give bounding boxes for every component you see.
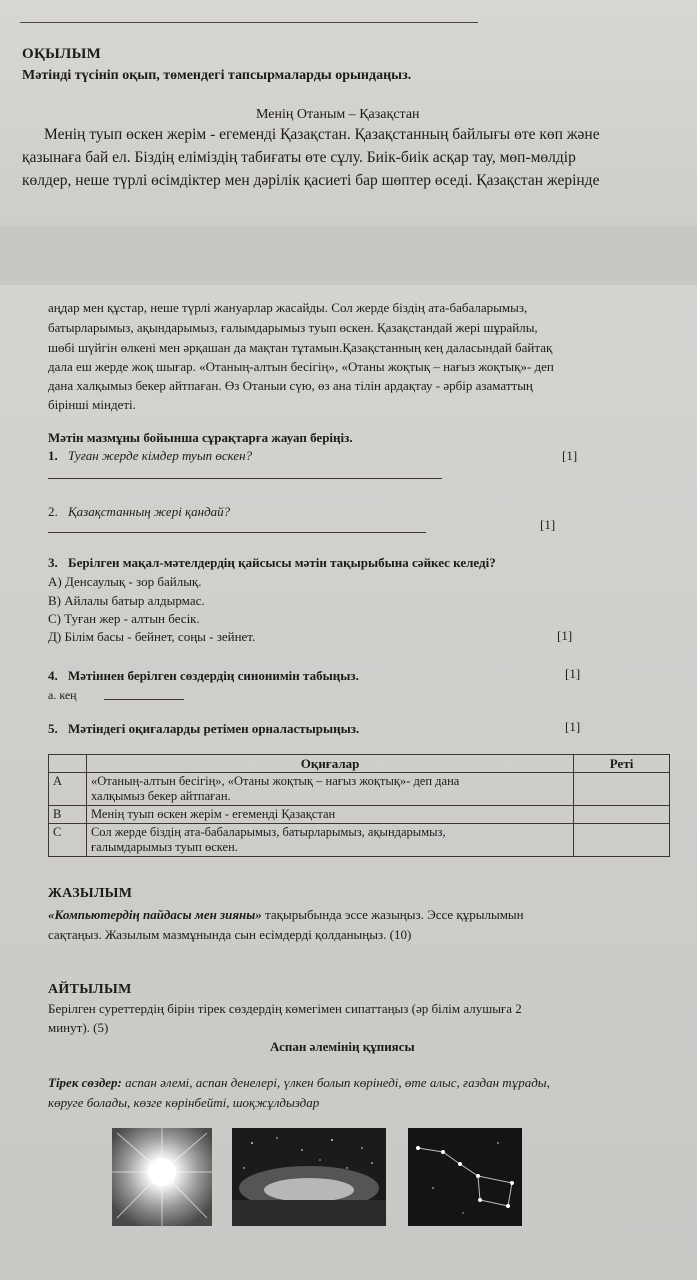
row-letter: A — [49, 773, 87, 806]
speaking-task-line-2: минут). (5) — [48, 1020, 109, 1035]
text-line-5: батырларымыз, ақындарымыз, ғалымдарымыз туып өскен. Қазақстандай жері шұрайлы, — [48, 320, 538, 335]
row-event-line: халқымыз бекер айтпаған. — [90, 789, 231, 803]
q2-score: [1] — [540, 517, 556, 532]
support-words-text: аспан әлемі, аспан денелері, үлкен болып көрінеді, өте алыс, ғаздан тұрады, — [121, 1075, 550, 1090]
text-title: Менің Отаным – Қазақстан — [256, 107, 420, 122]
text-line-1: Менің туып өскен жерім - егеменді Қазақстан. Қазақстанның байлығы өте көп және — [44, 126, 600, 143]
text-line-9: бірінші міндеті. — [48, 397, 136, 412]
support-words-line-1 — [48, 1073, 550, 1092]
row-order-cell[interactable] — [574, 824, 670, 857]
q5-score: [1] — [565, 719, 581, 734]
constellation-image — [408, 1128, 522, 1226]
speaking-subtitle: Аспан әлемінің құпиясы — [270, 1039, 415, 1054]
top-divider — [20, 22, 478, 23]
q1-score: [1] — [562, 448, 578, 463]
row-event — [86, 824, 573, 857]
text-line-3: көлдер, неше түрлі өсімдіктер мен дәрілік қасиеті бар шөптер өседі. Қазақстан жерінде — [22, 172, 600, 189]
support-words-line-2: көруге болады, көзге көрінбейті, шоқжұлдыздар — [48, 1095, 320, 1110]
text-line-2: қазынаға бай ел. Біздің еліміздің табиғаты өте сұлу. Биік-биік асқар тау, мөп-мөлдір — [22, 149, 576, 166]
support-words-label: Тірек сөздер: — [48, 1075, 122, 1090]
reading-instruction: Мәтінді түсініп оқып, төмендегі тапсырмаларды орындаңыз. — [22, 68, 412, 83]
text-line-7: дала еш жерде жоқ шығар. «Отаның-алтын бесігің», «Отаны жоқтық – нағыз жоқтық»- деп — [48, 359, 554, 374]
q2-answer-line[interactable] — [48, 532, 426, 533]
row-event-line: Менің туып өскен жерім - егеменді Қазақстан — [90, 807, 336, 821]
speaking-task-line-1: Берілген суреттердің бірін тірек сөздердің көмегімен сипаттаңыз (әр білім алушыға 2 — [48, 1001, 522, 1016]
text-line-4: аңдар мен құстар, неше түрлі жануарлар жасайды. Сол жерде біздің ата-бабаларымыз, — [48, 300, 528, 315]
text-line-6: шөбі шүйгін өлкені мен әрқашан да мақтан тұтамын.Қазақстанның кең даласындай байтақ — [48, 340, 553, 355]
q3-option-c[interactable]: С) Туған жер - алтын бесік. — [48, 611, 200, 626]
q4-answer-line[interactable] — [104, 699, 184, 700]
sun-image — [112, 1128, 212, 1226]
q1-text: Туған жерде кімдер туып өскен? — [68, 448, 253, 463]
q4-text: Мәтіннен берілген сөздердің синонимін табыңыз. — [68, 668, 359, 683]
text-line-8: дана халқымыз бекер айтпаған. Өз Отаныи сүю, өз ана тілін ардақтау - әрбір азаматтың — [48, 378, 533, 393]
q5-number: 5. — [48, 721, 58, 736]
writing-task-line-1 — [48, 905, 524, 924]
q1-number: 1. — [48, 448, 58, 463]
night-sky-image — [232, 1128, 386, 1226]
table-row — [49, 824, 670, 857]
page-fold-gap — [0, 225, 697, 285]
q4-item: а. кең — [48, 688, 77, 702]
writing-section-title: ЖАЗЫЛЫМ — [48, 886, 133, 901]
row-event — [86, 806, 573, 824]
table-row — [49, 806, 670, 824]
q4-number: 4. — [48, 668, 58, 683]
q3-option-d[interactable]: Д) Білім басы - бейнет, соңы - зейнет. — [48, 629, 256, 644]
header-order: Реті — [574, 755, 670, 773]
row-event-line: «Отаның-алтын бесігің», «Отаны жоқтық – нағыз жоқтық»- деп дана — [90, 774, 460, 788]
writing-task-rest: тақырыбында эссе жазыңыз. Эссе құрылымын — [261, 907, 524, 922]
row-letter: C — [49, 824, 87, 857]
row-letter: B — [49, 806, 87, 824]
q3-number: 3. — [48, 555, 58, 570]
header-events: Оқиғалар — [86, 755, 573, 773]
header-letter-cell — [49, 755, 87, 773]
constellation-photo — [408, 1128, 522, 1226]
row-event-line: ғалымдарымыз туып өскен. — [90, 840, 238, 854]
q3-text: Берілген мақал-мәтелдердің қайсысы мәтін тақырыбына сәйкес келеді? — [68, 555, 496, 570]
q5-text: Мәтіндегі оқиғаларды ретімен орналастырыңыз. — [68, 721, 360, 736]
writing-task-line-2: сақтаңыз. Жазылым мазмұнында сын есімдерді қолданыңыз. (10) — [48, 927, 412, 942]
night-sky-photo — [232, 1128, 386, 1226]
events-table — [48, 754, 670, 857]
q3-score: [1] — [557, 628, 573, 643]
row-event — [86, 773, 573, 806]
reading-section-title: ОҚЫЛЫМ — [22, 46, 102, 62]
row-event-line: Сол жерде біздің ата-бабаларымыз, батырларымыз, ақындарымыз, — [90, 825, 446, 839]
q3-option-a[interactable]: А) Денсаулық - зор байлық. — [48, 574, 202, 589]
table-row — [49, 773, 670, 806]
questions-heading: Мәтін мазмұны бойынша сұрақтарға жауап беріңіз. — [48, 430, 353, 445]
speaking-section-title: АЙТЫЛЫМ — [48, 982, 132, 997]
writing-topic: «Компьютердің пайдасы мен зияны» — [48, 907, 262, 922]
q4-score: [1] — [565, 666, 581, 681]
table-header-row — [49, 755, 670, 773]
q1-answer-line[interactable] — [48, 478, 442, 479]
q3-option-b[interactable]: В) Айлалы батыр алдырмас. — [48, 593, 205, 608]
row-order-cell[interactable] — [574, 773, 670, 806]
q2-text: Қазақстанның жері қандай? — [68, 504, 231, 519]
row-order-cell[interactable] — [574, 806, 670, 824]
q2-number: 2. — [48, 504, 58, 519]
sun-photo — [112, 1128, 212, 1226]
